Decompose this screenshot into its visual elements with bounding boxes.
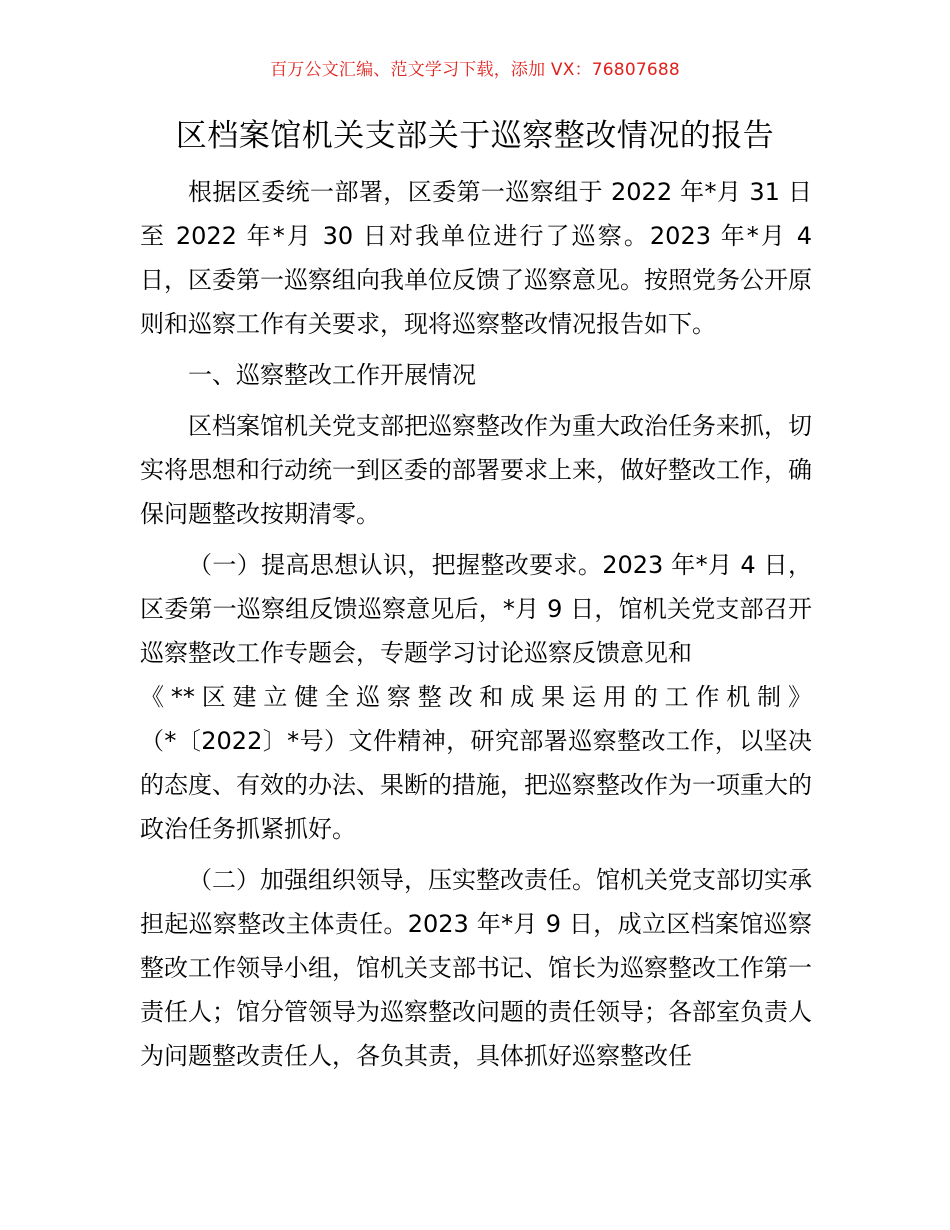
paragraph-item-2: （二）加强组织领导，压实整改责任。馆机关党支部切实承担起巡察整改主体责任。2023 年*月 9 日，成立区档案馆巡察整改工作领导小组，馆机关支部书记、馆长为巡察整改工作第一责任人；馆分管领导为巡察整改问题的责任领导；各部室负责人为问题整改责任人，各负其责，具体抓好巡察整改任 <box>140 866 812 1070</box>
document-title: 区档案馆机关支部关于巡察整改情况的报告 <box>175 118 775 154</box>
paragraph-item-1-part-c: （*〔2022〕*号）文件精神，研究部署巡察整改工作，以坚决的态度、有效的办法、果断的措施，把巡察整改作为一项重大的政治任务抓紧抓好。 <box>140 727 812 843</box>
paragraph-item-1 <box>140 543 812 851</box>
paragraph-section-1-summary: 区档案馆机关党支部把巡察整改作为重大政治任务来抓，切实将思想和行动统一到区委的部署要求上来，做好整改工作，确保问题整改按期清零。 <box>140 412 812 528</box>
document-body <box>140 170 812 1078</box>
paragraph-intro: 根据区委统一部署，区委第一巡察组于 2022 年*月 31 日至 2022 年*月 30 日对我单位进行了巡察。2023 年*月 4 日，区委第一巡察组向我单位反馈了巡察意见。按照党务公开原则和巡察工作有关要求，现将巡察整改情况报告如下。 <box>140 178 812 338</box>
paragraph-item-1-part-a: （一）提高思想认识，把握整改要求。2023 年*月 4 日，区委第一巡察组反馈巡察意见后，*月 9 日，馆机关党支部召开巡察整改工作专题会，专题学习讨论巡察反馈意见和 <box>140 551 812 667</box>
section-heading-1: 一、巡察整改工作开展情况 <box>188 361 476 389</box>
watermark-header-note: 百万公文汇编、范文学习下载，添加 VX：76807688 <box>270 60 680 80</box>
document-citation-line: 《**区建立健全巡察整改和成果运用的工作机制》 <box>140 683 812 711</box>
